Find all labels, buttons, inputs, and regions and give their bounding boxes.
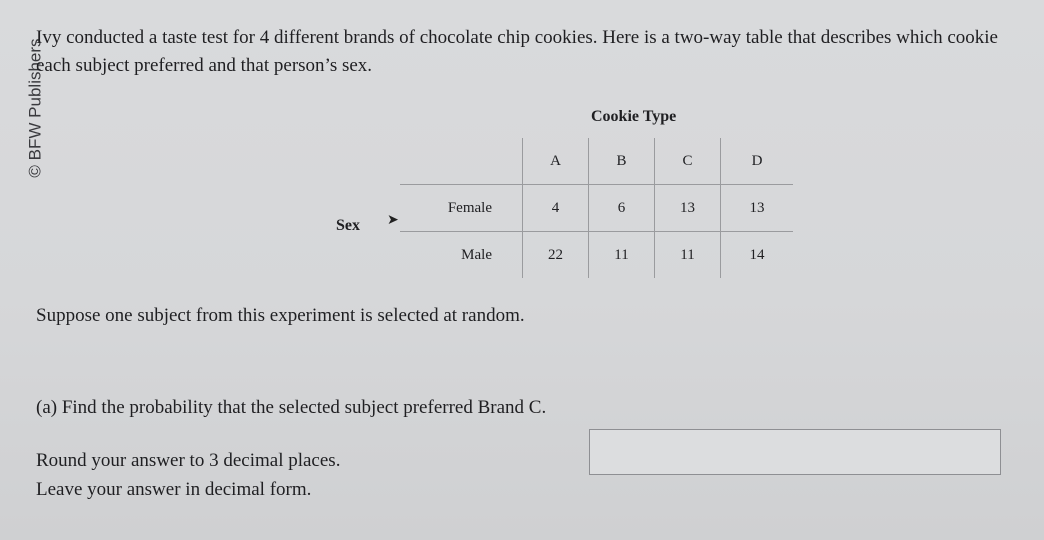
table-cell: 11	[655, 232, 721, 279]
table-cell: 14	[721, 232, 794, 279]
table-cell: 22	[523, 232, 589, 279]
table-cell: 6	[589, 185, 655, 232]
part-a-prompt: (a) Find the probability that the selected subject preferred Brand C.	[36, 397, 547, 418]
format-instruction: Leave your answer in decimal form.	[36, 479, 312, 500]
column-header-d: D	[721, 138, 794, 185]
question-text: Suppose one subject from this experiment is selected at random.	[36, 305, 525, 326]
table-cell: 4	[523, 185, 589, 232]
row-header-female: Female	[400, 185, 523, 232]
table-cell: 13	[721, 185, 794, 232]
column-header-b: B	[589, 138, 655, 185]
table-row-female	[400, 185, 793, 232]
row-header-male: Male	[461, 246, 492, 263]
two-way-table	[400, 138, 793, 278]
table-cell: 11	[589, 232, 655, 279]
intro-line-1: Ivy conducted a taste test for 4 different brands of chocolate chip cookies. Here is a two-way table that describes which cookie	[36, 27, 998, 48]
copyright-notice: © BFW Publishers	[25, 38, 45, 178]
column-header-a: A	[523, 138, 589, 185]
column-header-c: C	[655, 138, 721, 185]
row-title: Sex	[336, 217, 360, 234]
table-cell: 13	[655, 185, 721, 232]
rounding-instruction: Round your answer to 3 decimal places.	[36, 450, 341, 471]
problem-intro	[36, 24, 1036, 80]
column-title: Cookie Type	[591, 108, 677, 125]
table-corner	[400, 138, 523, 185]
answer-input-box[interactable]	[589, 429, 1001, 475]
cursor-arrow-icon: ➤	[387, 213, 399, 228]
table-row-male	[400, 232, 793, 279]
table-header-row	[400, 138, 793, 185]
intro-line-2: each subject preferred and that person’s sex.	[36, 55, 373, 76]
